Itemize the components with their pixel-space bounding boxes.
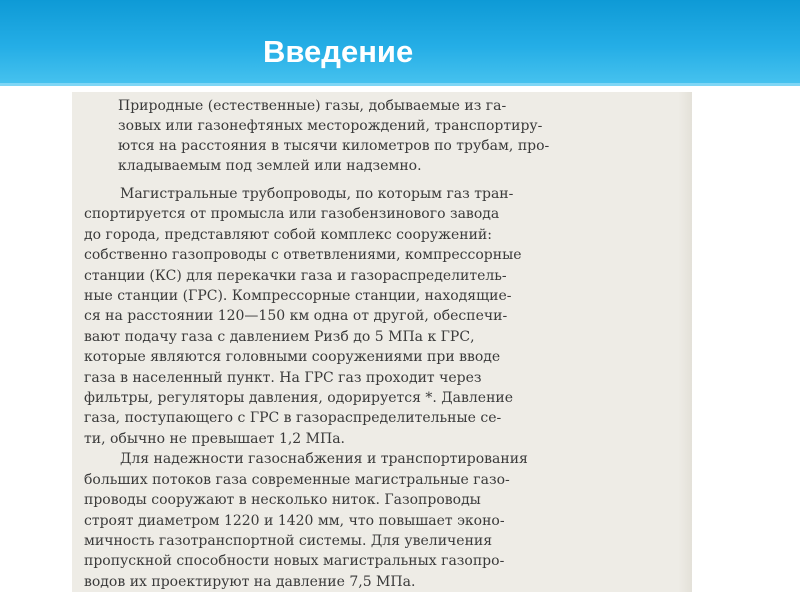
text-line: больших потоков газа современные магистральные газо-: [84, 471, 510, 488]
text-line: фильтры, регуляторы давления, одорируется *. Давление: [84, 390, 514, 407]
text-line: зовых или газонефтяных месторождений, транспортиру-: [118, 118, 543, 134]
text-line: ются на расстояния в тысячи километров по трубам, про-: [118, 138, 550, 154]
text-line: до города, представляют собой комплекс сооружений:: [84, 226, 492, 243]
text-line: которые являются головными сооружениями при вводе: [84, 349, 501, 366]
text-line: газа, поступающего с ГРС в газораспределительные се-: [84, 410, 502, 427]
text-line: ся на расстоянии 120—150 км одна от другой, обеспечи-: [84, 308, 508, 325]
text-line: проводы сооружают в несколько ниток. Газопроводы: [84, 492, 481, 509]
text-line: собственно газопроводы с ответвлениями, компрессорные: [84, 247, 522, 264]
text-line: газа в населенный пункт. На ГРС газ проходит через: [84, 369, 482, 386]
text-line: ти, обычно не превышает 1,2 МПа.: [84, 430, 346, 447]
text-line: Магистральные трубопроводы, по которым газ тран-: [120, 186, 514, 202]
text-line: станции (КС) для перекачки газа и газораспределитель-: [84, 267, 507, 284]
text-line: мичность газотранспортной системы. Для увеличения: [84, 532, 493, 549]
text-line: водов их проектируют на давление 7,5 МПа.: [84, 573, 416, 590]
scanned-excerpt-main: [72, 180, 692, 592]
text-line: ные станции (ГРС). Компрессорные станции, находящие-: [84, 288, 512, 305]
text-line: Для надежности газоснабжения и транспортирования: [120, 451, 528, 468]
text-line: спортируется от промысла или газобензинового завода: [84, 206, 500, 223]
scanned-excerpt-intro: [72, 92, 692, 180]
text-line: кладываемым под землей или надземно.: [118, 158, 422, 174]
page-title: Введение: [263, 34, 414, 69]
text-line: строят диаметром 1220 и 1420 мм, что повышает эконо-: [84, 512, 505, 529]
text-line: пропускной способности новых магистральных газопро-: [84, 553, 505, 570]
text-line: вают подачу газа с давлением Pизб до 5 МПа к ГРС,: [84, 328, 475, 345]
text-line: Природные (естественные) газы, добываемые из га-: [118, 98, 507, 114]
